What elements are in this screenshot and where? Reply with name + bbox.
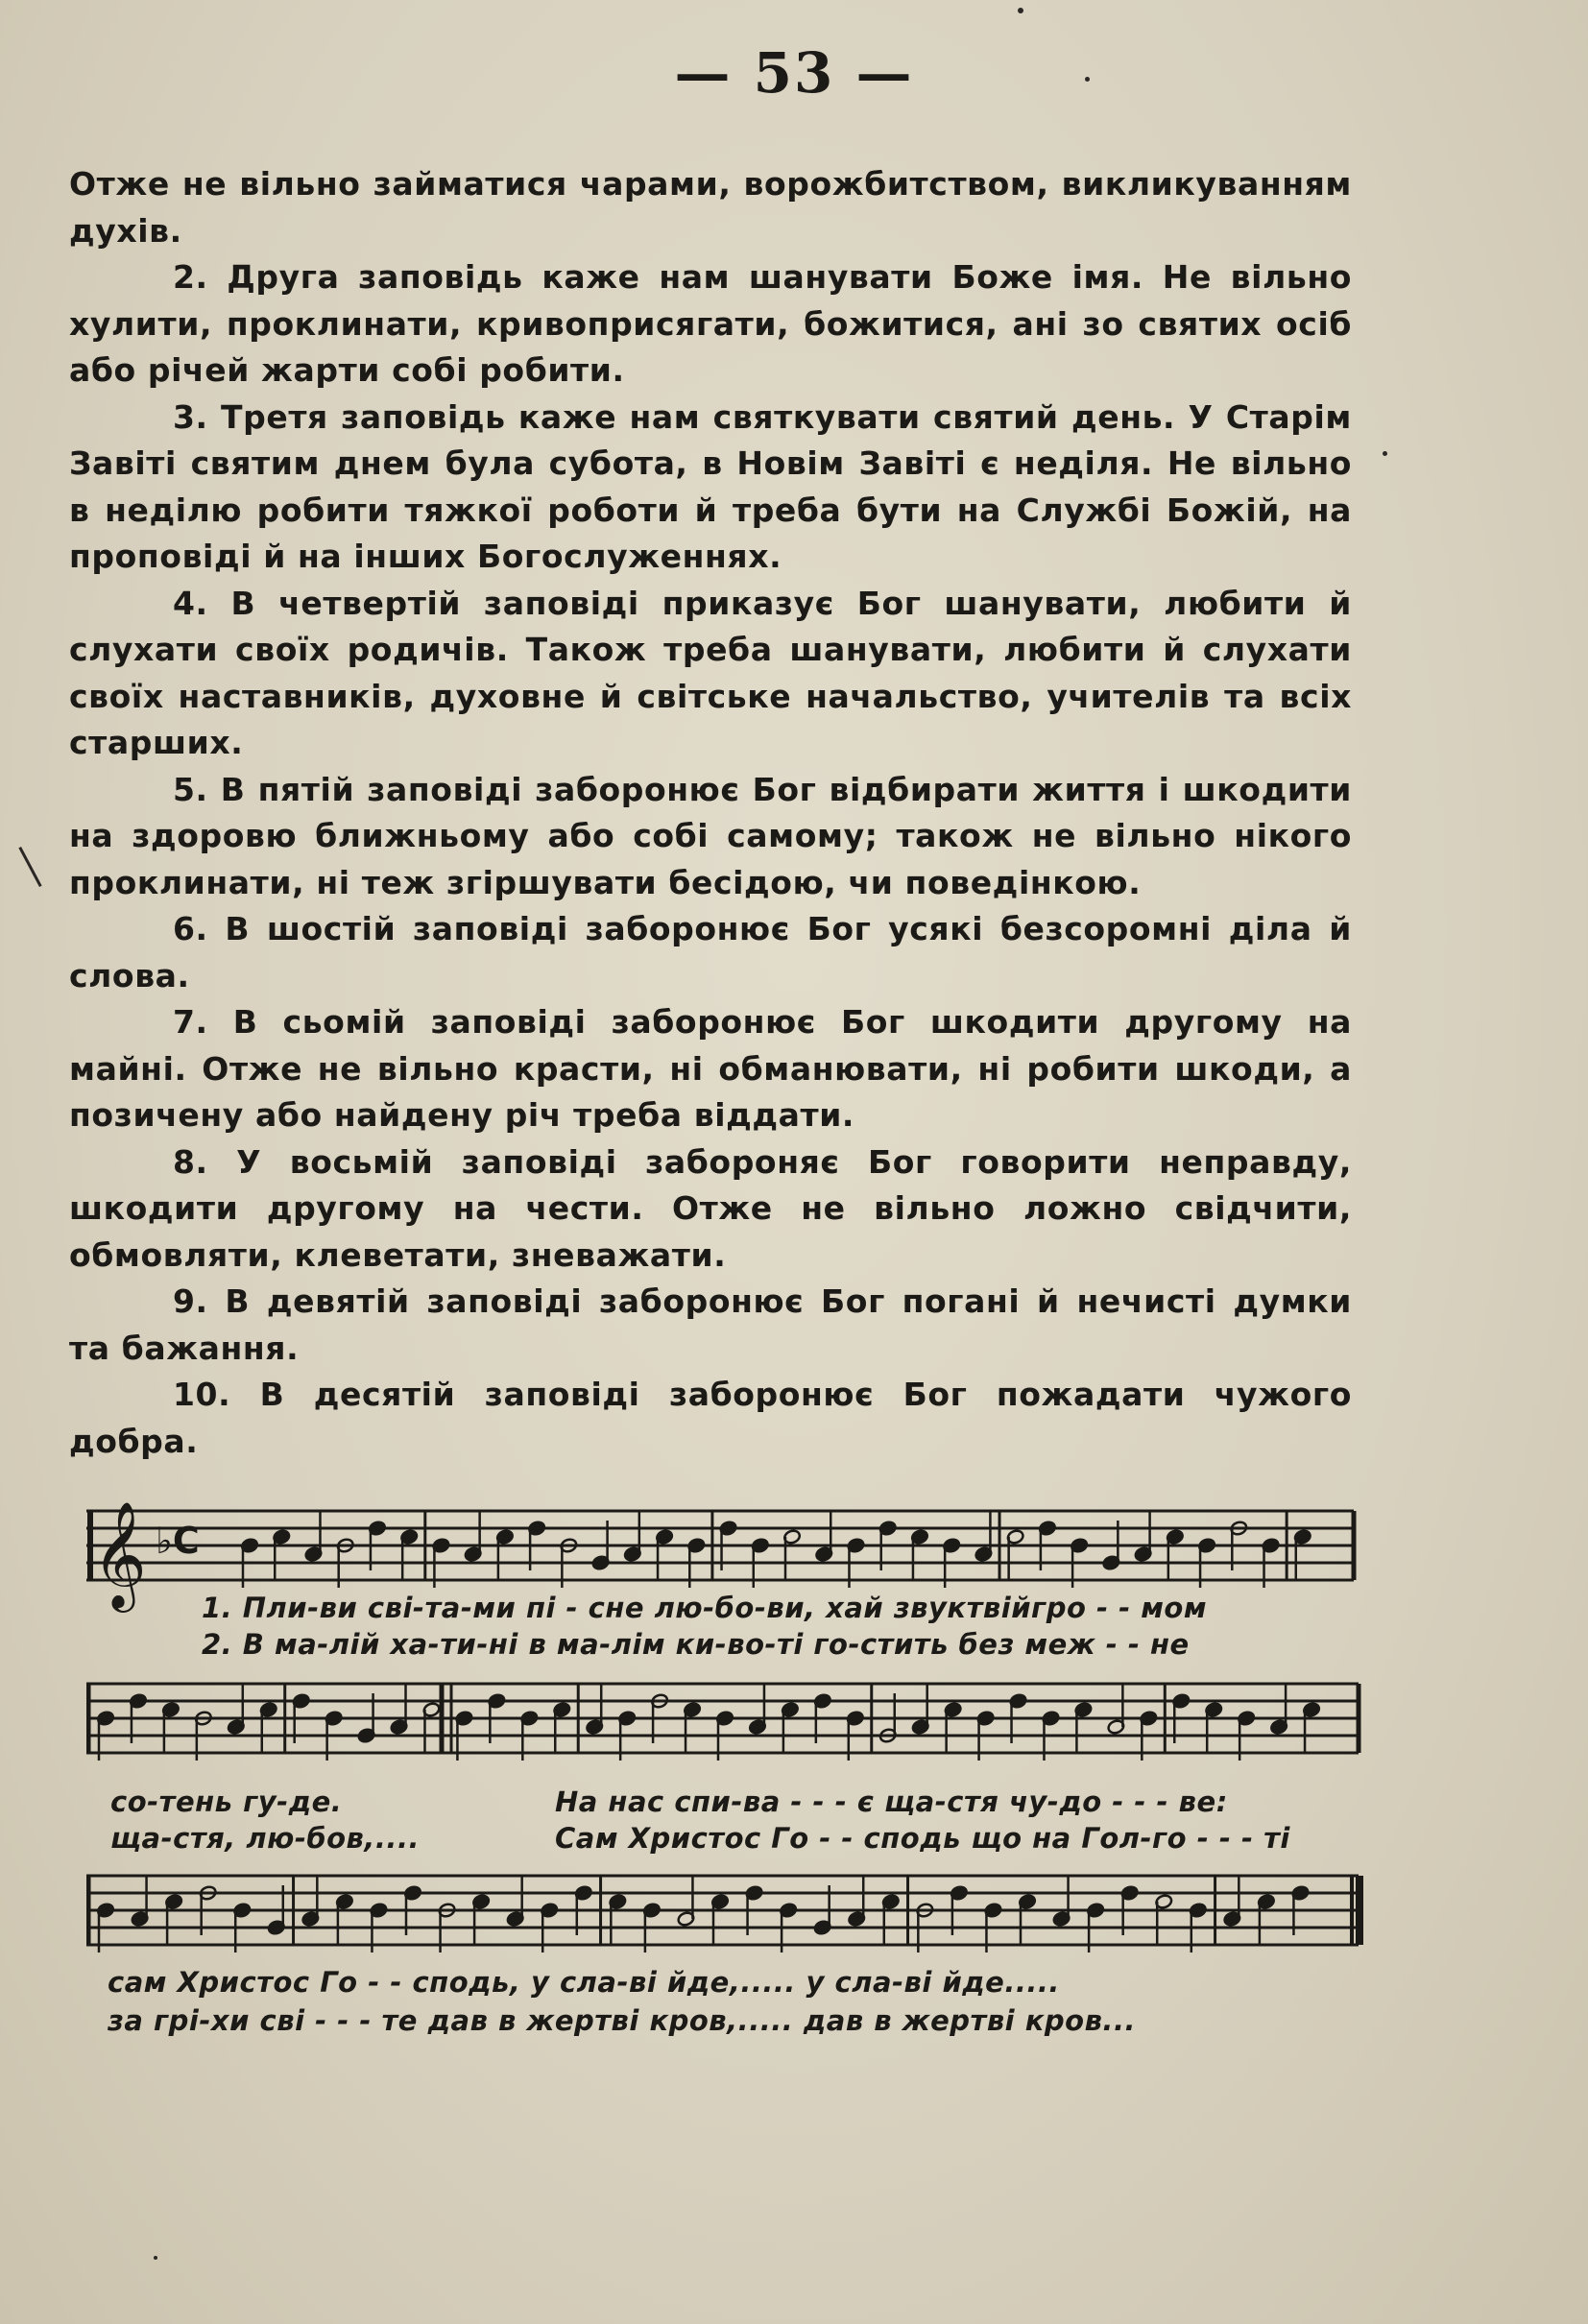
lyrics-staff2-verse1-a: со-тень гу-де. <box>110 1785 343 1818</box>
commandment-5: 5. В пятій заповіді заборонює Бог відбирати життя і шкодити на здоровю ближньому або собі самому; також не вільно нікого проклинати, ні теж згіршувати бесідою, чи поведінкою. <box>69 770 1352 901</box>
body-text <box>69 161 1352 1465</box>
commandment-3: 3. Третя заповідь каже нам святкувати святий день. У Старім Завіті святим днем була субота, в Новім Завіті є неділя. Не вільно в неділю робити тяжкої роботи й треба бути на Службі Божій, на проповіді й на інших Богослуженнях. <box>69 397 1352 575</box>
svg-text:𝄞: 𝄞 <box>92 1500 147 1608</box>
lyrics-staff2-verse2-a: ща-стя, лю-бов,.... <box>110 1822 420 1855</box>
lyrics-staff3-verse2: за грі-хи сві - - - те дав в жертві кров,..... дав в жертві кров... <box>108 2004 1136 2037</box>
print-speck <box>1383 451 1387 456</box>
commandment-9: 9. В девятій заповіді заборонює Бог погані й нечисті думки та бажання. <box>69 1282 1352 1367</box>
lyrics-staff1-verse2: 2. В ма-лій ха-ти-ні в ма-лім ки-во-ті го-стить без меж - - не <box>202 1628 1190 1661</box>
lyrics-staff1-verse1: 1. Пли-ви сві-та-ми пі - сне лю-бо-ви, хай звуктвійгро - - мом <box>202 1592 1208 1624</box>
commandment-10: 10. В десятій заповіді заборонює Бог пожадати чужого добра. <box>69 1376 1352 1460</box>
staff-3-svg <box>86 1853 1363 1968</box>
margin-mark <box>18 847 41 887</box>
page-number: — 53 — <box>674 40 914 106</box>
commandment-2: 2. Друга заповідь каже нам шанувати Боже імя. Не вільно хулити, проклинати, кривоприсягати, божитися, ані зо святих осіб або річей жарти собі робити. <box>69 258 1352 389</box>
music-staff-2 <box>86 1670 1363 1785</box>
commandment-8: 8. У восьмій заповіді забороняє Бог говорити неправду, шкодити другому на чести. Отже не вільно ложно свідчити, обмовляти, клеветати, зневажати. <box>69 1142 1352 1274</box>
paragraph-continuation: Отже не вільно займатися чарами, ворожбитством, викликуванням духів. <box>69 165 1352 250</box>
print-speck <box>154 2256 157 2260</box>
lyrics-staff2-verse2-b: Сам Христос Го - - сподь що на Гол-го - - - ті <box>555 1822 1290 1855</box>
print-speck <box>1085 77 1090 82</box>
lyrics-staff3-verse1: сам Христос Го - - сподь, у сла-ві йде,..... у сла-ві йде..... <box>108 1966 1060 1999</box>
svg-text:♭C: ♭C <box>156 1520 200 1562</box>
lyrics-staff2-verse1-b: На нас спи-ва - - - є ща-стя чу-до - - - ве: <box>555 1785 1228 1818</box>
staff-2-svg <box>86 1670 1363 1785</box>
music-staff-3 <box>86 1853 1363 1968</box>
print-speck <box>1018 8 1023 13</box>
commandment-4: 4. В четвертій заповіді приказує Бог шанувати, любити й слухати своїх родичів. Також треба шанувати, любити й слухати своїх наставників, духовне й світське начальство, учителів та всіх старших. <box>69 584 1352 761</box>
commandment-6: 6. В шостій заповіді заборонює Бог усякі безсоромні діла й слова. <box>69 910 1352 994</box>
commandment-7: 7. В сьомій заповіді заборонює Бог шкодити другому на майні. Отже не вільно красти, ні обманювати, ні робити шкоди, а позичену або найдену річ треба віддати. <box>69 1003 1352 1134</box>
